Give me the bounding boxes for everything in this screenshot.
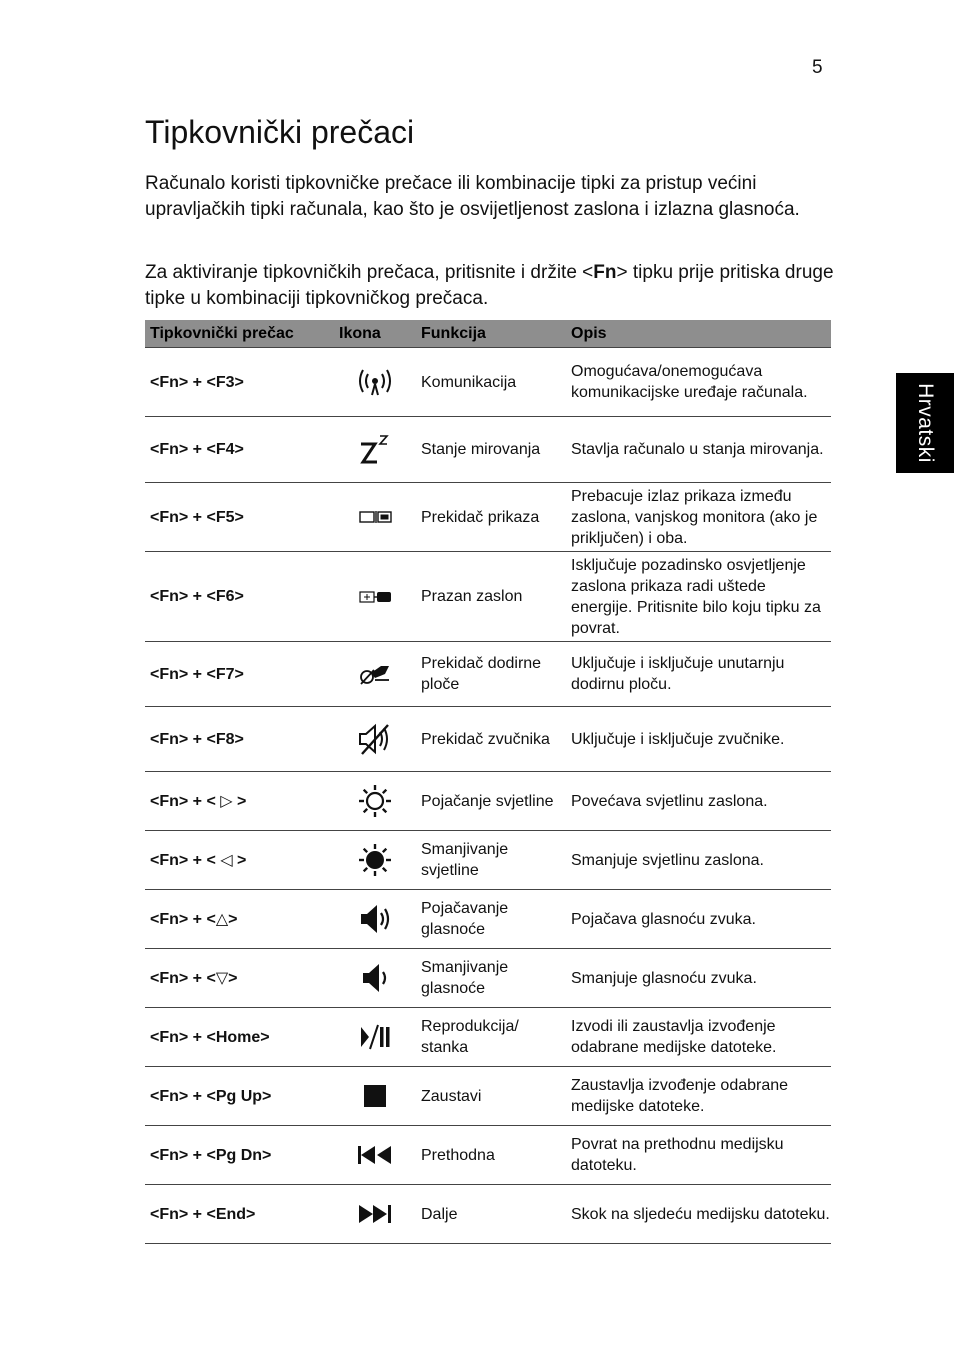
icon-cell	[334, 949, 416, 1008]
shortcut-table	[145, 320, 831, 1244]
brightness-up-icon	[355, 783, 395, 819]
stop-icon	[355, 1078, 395, 1114]
icon-cell	[334, 348, 416, 417]
brightness-down-icon	[355, 842, 395, 878]
table-header-row	[145, 320, 831, 348]
description-cell: Pojačava glasnoću zvuka.	[566, 890, 831, 949]
touchpad-toggle-icon	[355, 656, 395, 692]
shortcut-cell: <Fn> + <F3>	[145, 348, 334, 417]
description-cell: Isključuje pozadinsko osvjetljenje zaslona prikaza radi uštede energije. Pritisnite bilo koju tipku za povrat.	[566, 552, 831, 642]
shortcut-cell: <Fn> + <Pg Up>	[145, 1067, 334, 1126]
table-row	[145, 483, 831, 552]
function-cell: Dalje	[416, 1185, 566, 1244]
icon-cell	[334, 1126, 416, 1185]
function-cell: Pojačanje svjetline	[416, 772, 566, 831]
function-cell: Komunikacija	[416, 348, 566, 417]
header-shortcut: Tipkovnički prečac	[145, 320, 334, 348]
icon-cell	[334, 1185, 416, 1244]
description-cell: Prebacuje izlaz prikaza između zaslona, vanjskog monitora (ako je priključen) i oba.	[566, 483, 831, 552]
function-cell: Stanje mirovanja	[416, 417, 566, 483]
table-row	[145, 949, 831, 1008]
table-row	[145, 1067, 831, 1126]
function-cell: Zaustavi	[416, 1067, 566, 1126]
fn-key-label: Fn	[593, 262, 617, 283]
shortcut-cell: <Fn> + <End>	[145, 1185, 334, 1244]
sleep-icon	[355, 432, 395, 468]
icon-cell	[334, 772, 416, 831]
shortcut-cell: <Fn> + <Pg Dn>	[145, 1126, 334, 1185]
next-track-icon	[355, 1196, 395, 1232]
function-cell: Smanjivanje glasnoće	[416, 949, 566, 1008]
description-cell: Smanjuje svjetlinu zaslona.	[566, 831, 831, 890]
page-number: 5	[812, 57, 823, 78]
header-icon: Ikona	[334, 320, 416, 348]
volume-down-icon	[355, 960, 395, 996]
table-row	[145, 642, 831, 707]
shortcut-cell: <Fn> + <△>	[145, 890, 334, 949]
function-cell: Prekidač dodirne ploče	[416, 642, 566, 707]
icon-cell	[334, 1067, 416, 1126]
function-cell: Pojačavanje glasnoće	[416, 890, 566, 949]
description-cell: Stavlja računalo u stanja mirovanja.	[566, 417, 831, 483]
activation-paragraph	[145, 260, 835, 312]
play-pause-icon	[355, 1019, 395, 1055]
shortcut-cell: <Fn> + <▽>	[145, 949, 334, 1008]
shortcut-cell: <Fn> + < ◁ >	[145, 831, 334, 890]
activation-text-after: > tipku prije pritiska druge tipke u kombinaciji tipkovničkog prečaca.	[145, 262, 834, 309]
table-row	[145, 1185, 831, 1244]
function-cell: Prazan zaslon	[416, 552, 566, 642]
icon-cell	[334, 890, 416, 949]
table-row	[145, 772, 831, 831]
icon-cell	[334, 552, 416, 642]
icon-cell	[334, 483, 416, 552]
description-cell: Povrat na prethodnu medijsku datoteku.	[566, 1126, 831, 1185]
function-cell: Prekidač prikaza	[416, 483, 566, 552]
shortcut-cell: <Fn> + <F8>	[145, 707, 334, 772]
description-cell: Skok na sljedeću medijsku datoteku.	[566, 1185, 831, 1244]
description-cell: Zaustavlja izvođenje odabrane medijske datoteke.	[566, 1067, 831, 1126]
table-row	[145, 890, 831, 949]
wireless-communication-icon	[355, 364, 395, 400]
shortcut-cell: <Fn> + <F5>	[145, 483, 334, 552]
language-side-tab-label: Hrvatski	[914, 383, 937, 463]
description-cell: Omogućava/onemogućava komunikacijske uređaje računala.	[566, 348, 831, 417]
description-cell: Uključuje i isključuje zvučnike.	[566, 707, 831, 772]
icon-cell	[334, 707, 416, 772]
function-cell: Prethodna	[416, 1126, 566, 1185]
icon-cell	[334, 1008, 416, 1067]
icon-cell	[334, 642, 416, 707]
activation-text-before: Za aktiviranje tipkovničkih prečaca, pritisnite i držite <	[145, 262, 594, 283]
screen-blank-icon	[355, 579, 395, 615]
function-cell: Reprodukcija/ stanka	[416, 1008, 566, 1067]
intro-paragraph: Računalo koristi tipkovničke prečace ili kombinacije tipki za pristup većini upravljačkih tipki računala, kao što je osvijetljenost zaslona i izlazna glasnoća.	[145, 173, 800, 220]
header-description: Opis	[566, 320, 831, 348]
volume-up-icon	[355, 901, 395, 937]
shortcut-cell: <Fn> + <F4>	[145, 417, 334, 483]
header-function: Funkcija	[416, 320, 566, 348]
table-row	[145, 707, 831, 772]
page-title: Tipkovnički prečaci	[145, 114, 415, 150]
description-cell: Smanjuje glasnoću zvuka.	[566, 949, 831, 1008]
description-cell: Izvodi ili zaustavlja izvođenje odabrane medijske datoteke.	[566, 1008, 831, 1067]
table-row	[145, 417, 831, 483]
display-toggle-icon	[355, 499, 395, 535]
table-row	[145, 348, 831, 417]
icon-cell	[334, 417, 416, 483]
shortcut-cell: <Fn> + <F6>	[145, 552, 334, 642]
table-row	[145, 1126, 831, 1185]
table-row	[145, 831, 831, 890]
shortcut-cell: <Fn> + < ▷ >	[145, 772, 334, 831]
shortcut-cell: <Fn> + <F7>	[145, 642, 334, 707]
table-row	[145, 552, 831, 642]
previous-track-icon	[355, 1137, 395, 1173]
icon-cell	[334, 831, 416, 890]
table-row	[145, 1008, 831, 1067]
function-cell: Smanjivanje svjetline	[416, 831, 566, 890]
language-side-tab	[896, 373, 954, 473]
speaker-mute-icon	[355, 721, 395, 757]
shortcut-cell: <Fn> + <Home>	[145, 1008, 334, 1067]
description-cell: Uključuje i isključuje unutarnju dodirnu ploču.	[566, 642, 831, 707]
function-cell: Prekidač zvučnika	[416, 707, 566, 772]
description-cell: Povećava svjetlinu zaslona.	[566, 772, 831, 831]
